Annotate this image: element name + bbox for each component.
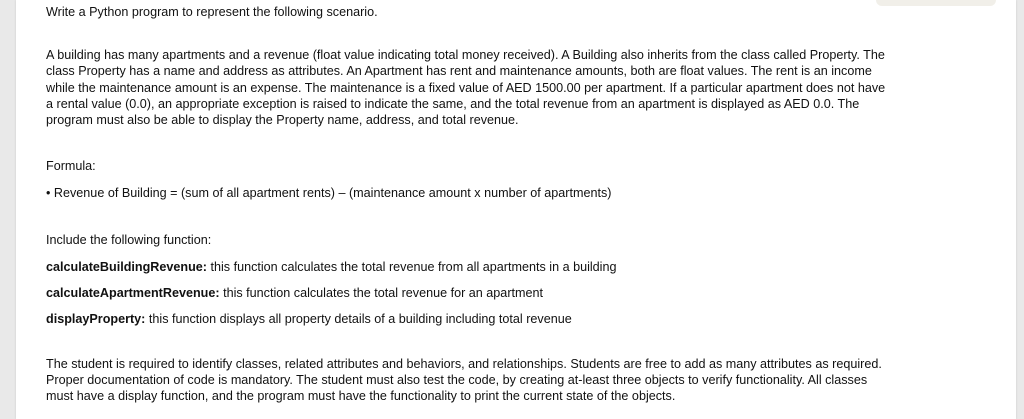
closing-line: must have a display function, and the program must have the functionality to print the current state of the objects. xyxy=(46,389,676,404)
scenario-line: A building has many apartments and a revenue (float value indicating total money received). A Building also inherits from the class called Property. The xyxy=(46,48,885,63)
intro-text: Write a Python program to represent the following scenario. xyxy=(46,5,378,19)
scenario-line: a rental value (0.0), an appropriate exception is raised to indicate the same, and the total revenue from an apartment is displayed as AED 0.0. The xyxy=(46,96,860,111)
scenario-line: while the maintenance amount is an expense. The maintenance is a fixed value of AED 1500.00 per apartment. If a particular apartment does not have xyxy=(46,80,886,95)
closing-paragraph xyxy=(46,356,1004,405)
function-description: this function calculates the total revenue for an apartment xyxy=(219,285,544,300)
closing-line: Proper documentation of code is mandatory. The student must also test the code, by creating at-least three objects to verify functionality. All classes xyxy=(46,372,868,387)
scenario-line: class Property has a name and address as attributes. An Apartment has rent and maintenance amounts, both are float values. The rent is an income xyxy=(46,64,872,79)
functions-list xyxy=(46,254,1004,332)
function-item xyxy=(46,280,1004,306)
function-description: this function calculates the total revenue from all apartments in a building xyxy=(206,259,617,274)
function-name: calculateApartmentRevenue: xyxy=(46,285,220,300)
scenario-paragraph xyxy=(46,47,1004,128)
document-page xyxy=(16,0,1016,419)
formula-bullet: • Revenue of Building = (sum of all apartment rents) – (maintenance amount x number of apartments) xyxy=(46,186,612,201)
functions-intro: Include the following function: xyxy=(46,232,212,247)
formula-label: Formula: xyxy=(46,159,96,174)
document-content xyxy=(46,4,1004,404)
closing-line: The student is required to identify classes, related attributes and behaviors, and relationships. Students are free to add as many attributes as required. xyxy=(46,356,882,371)
function-name: displayProperty: xyxy=(46,311,146,326)
function-name: calculateBuildingRevenue: xyxy=(46,259,207,274)
function-item xyxy=(46,306,1004,332)
function-item xyxy=(46,254,1004,280)
function-description: this function displays all property details of a building including total revenue xyxy=(145,311,572,326)
scenario-line: program must also be able to display the Property name, address, and total revenue. xyxy=(46,113,519,128)
